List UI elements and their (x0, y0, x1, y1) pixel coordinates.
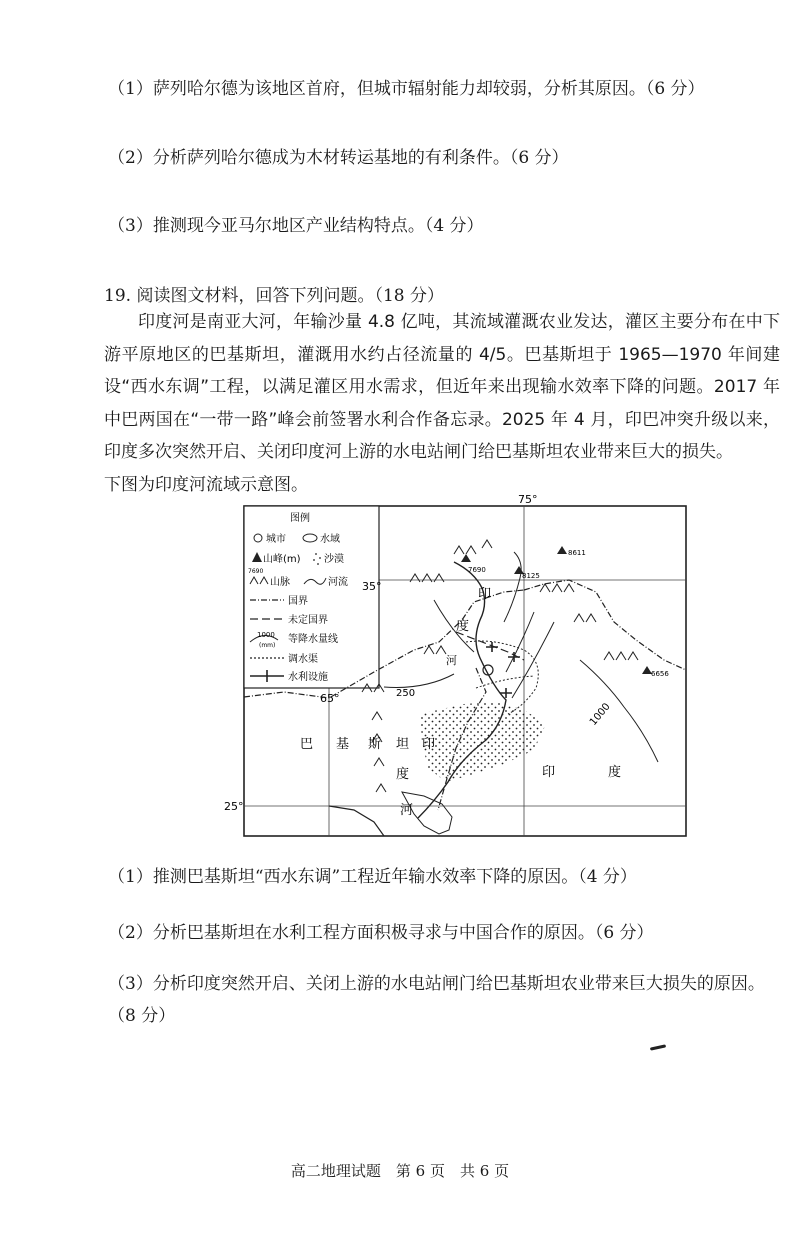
label-india-2: 度 (608, 765, 622, 780)
question-top-3: （3）推测现今亚马尔地区产业结构特点。（4 分） (108, 216, 484, 236)
peak-label-8125: 8125 (522, 572, 540, 580)
canal-1 (466, 641, 538, 714)
peak-label-8611: 8611 (568, 549, 586, 557)
q19-question-3: （3）分析印度突然开启、关闭上游的水电站闸门给巴基斯坦农业带来巨大损失的原因。（8 分） (108, 974, 765, 1026)
isohyet-1000 (580, 660, 658, 762)
q19-question-2: （2）分析巴基斯坦在水利工程方面积极寻求与中国合作的原因。（6 分） (108, 923, 654, 943)
peak-8611-icon (557, 546, 567, 554)
legend-isohyet-sample: 1000 (257, 631, 275, 639)
q19-heading: 19. 阅读图文材料，回答下列问题。（18 分） (104, 286, 444, 306)
tributary-1 (504, 552, 521, 622)
q19-map-caption: 下图为印度河流域示意图。 (104, 474, 308, 495)
label-pak-4: 坦 (396, 737, 410, 752)
label-pak-2: 基 (336, 737, 350, 752)
legend-water: 水域 (320, 534, 340, 545)
isohyet-250 (384, 674, 454, 687)
legend-title: 图例 (290, 513, 310, 524)
peak-label-7690: 7690 (468, 566, 486, 574)
legend-river: 河流 (328, 577, 348, 588)
canal-2 (476, 676, 534, 688)
q19-material-text: 印度河是南亚大河，年输沙量 4.8 亿吨，其流域灌溉农业发达，灌区主要分布在中下游平原地区的巴基斯坦，灌溉用水约占径流量的 4/5。巴基斯坦于 1965—1970 年间建设“西水东调”工程，以满足灌区用水需求，但近年来出现输水效率下降的问题。2017 年中巴两国在“一带一路”峰会前签署水利合作备忘录。2025 年 4 月，印巴冲突升级以来，印度多次突然开启、关闭印度河上游的水电站闸门给巴基斯坦农业带来巨大的损失。 (104, 312, 780, 462)
legend-undetermined-border: 未定国界 (288, 615, 328, 626)
isohyet-label-1000: 1000 (587, 701, 613, 728)
q19-material (104, 306, 780, 501)
legend-isohyet: 等降水量线 (288, 634, 338, 645)
lat-25-label: 25° (224, 800, 244, 813)
legend-peak: 山峰(m) (263, 554, 301, 565)
label-indus-2: 度 (396, 767, 410, 782)
question-top-2: （2）分析萨列哈尔德成为木材转运基地的有利条件。（6 分） (108, 148, 569, 168)
legend-mountain: 山脉 (270, 577, 290, 588)
lon-75-label: 75° (518, 493, 538, 506)
legend-isohyet-unit: (mm) (259, 642, 276, 649)
label-india-north-1: 印 (478, 587, 492, 602)
peak-label-6656: 6656 (651, 670, 669, 678)
page-footer: 高二地理试题 第 6 页 共 6 页 (290, 1162, 510, 1180)
label-pak-1: 巴 (300, 737, 314, 752)
tributary-2 (506, 612, 534, 672)
lat-35-label: 35° (362, 580, 382, 593)
label-india-1: 印 (542, 765, 556, 780)
facility-2 (508, 652, 520, 662)
facility-1 (486, 642, 498, 652)
label-indus-1: 印 (422, 737, 436, 752)
legend-facility: 水利设施 (288, 672, 328, 683)
legend-canal: 调水渠 (288, 654, 318, 665)
indus-basin-map (224, 492, 784, 852)
peak-7690-icon (461, 554, 471, 562)
tributary-3 (512, 622, 554, 698)
q19-question-1: （1）推测巴基斯坦“西水东调”工程近年输水效率下降的原因。（4 分） (108, 867, 637, 887)
label-river-north: 河 (446, 654, 457, 667)
lon-65-label: 65° (320, 692, 340, 705)
pen-mark (650, 1044, 666, 1050)
facility-3 (500, 688, 512, 698)
coastline (329, 806, 384, 836)
legend-desert: 沙漠 (324, 554, 344, 565)
isohyet-label-250: 250 (396, 688, 416, 699)
legend-border: 国界 (288, 596, 308, 607)
legend-peak-example: 7690 (248, 568, 264, 575)
legend-city: 城市 (266, 534, 286, 545)
question-top-1: （1）萨列哈尔德为该地区首府，但城市辐射能力却较弱，分析其原因。（6 分） (108, 79, 705, 99)
label-pak-3: 斯 (368, 737, 382, 752)
label-india-north-2: 度 (456, 619, 470, 634)
border-north (524, 580, 686, 670)
indus-river (418, 562, 506, 818)
label-indus-3: 河 (400, 803, 414, 818)
